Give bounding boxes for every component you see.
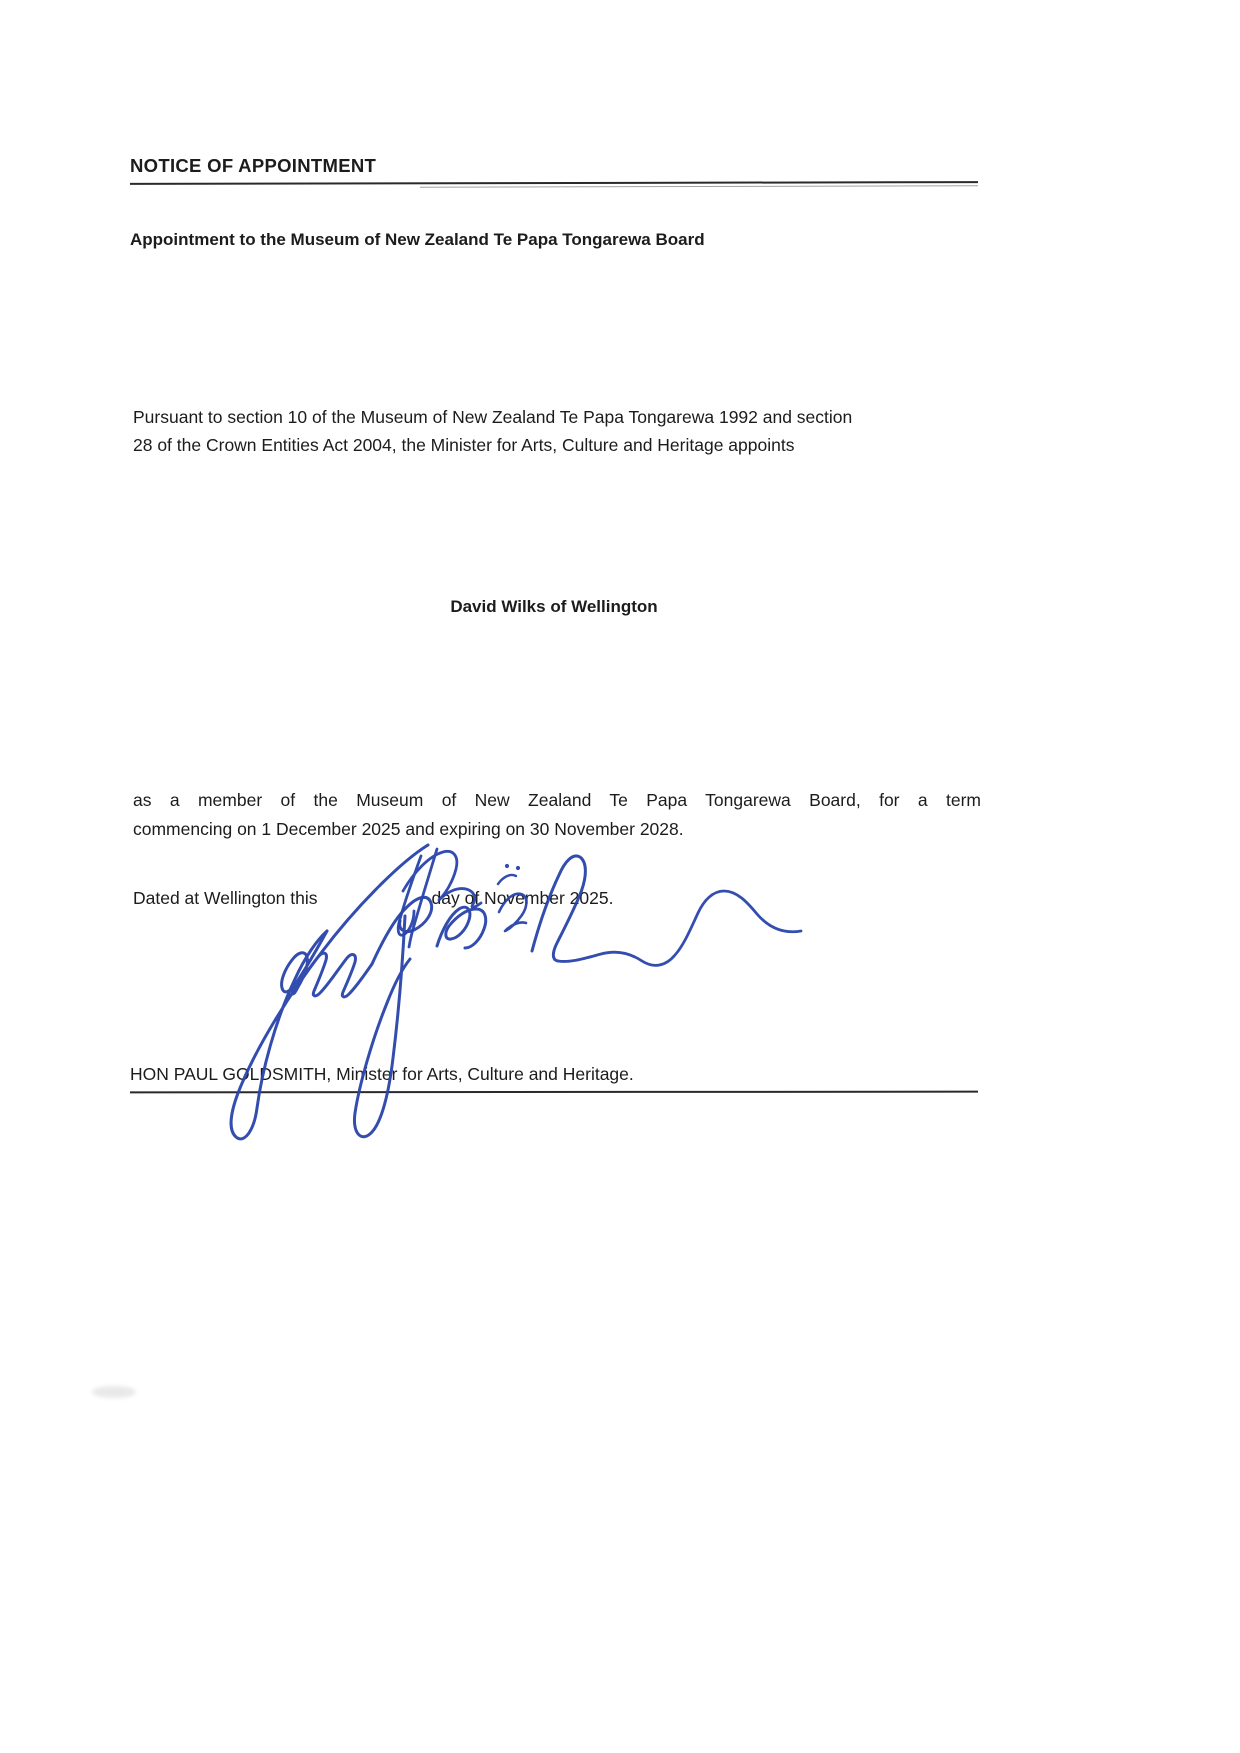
- authority-paragraph: [133, 403, 981, 459]
- signatory-line: HON PAUL GOLDSMITH, Minister for Arts, Culture and Heritage.: [130, 1064, 634, 1084]
- authority-paragraph-line: 28 of the Crown Entities Act 2004, the Minister for Arts, Culture and Heritage appoints: [133, 435, 795, 455]
- term-paragraph-line: commencing on 1 December 2025 and expiring on 30 November 2028.: [133, 819, 684, 839]
- title-underline-scan-echo: [420, 185, 978, 187]
- signatory-underline: [130, 1091, 978, 1093]
- authority-paragraph-line: Pursuant to section 10 of the Museum of New Zealand Te Papa Tongarewa 1992 and section: [133, 407, 853, 427]
- dated-line-prefix: Dated at Wellington this: [133, 888, 318, 908]
- document-subtitle: Appointment to the Museum of New Zealand Te Papa Tongarewa Board: [130, 230, 705, 249]
- document-title: NOTICE OF APPOINTMENT: [130, 155, 377, 176]
- dated-line: [133, 888, 1033, 909]
- term-paragraph: [133, 786, 981, 844]
- appointee-name: David Wilks of Wellington: [450, 597, 658, 616]
- title-underline: [130, 181, 978, 185]
- scan-smudge: [92, 1386, 136, 1398]
- dated-line-suffix: day of November 2025.: [431, 888, 614, 908]
- term-paragraph-line: as a member of the Museum of New Zealand Te Papa Tongarewa Board, for a term: [133, 790, 981, 810]
